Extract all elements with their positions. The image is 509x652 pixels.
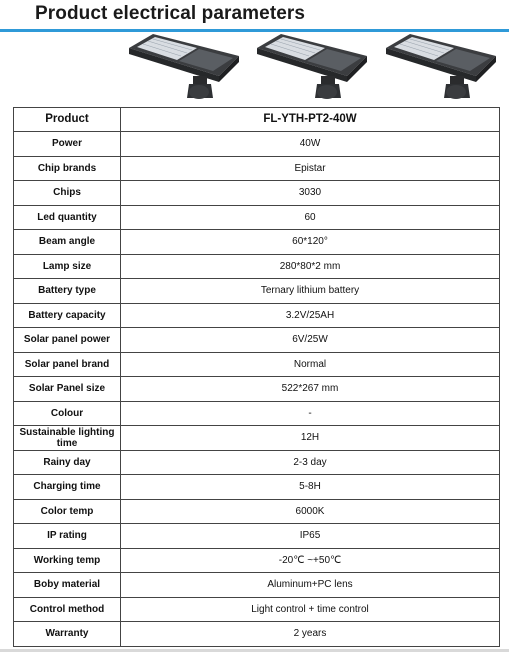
spec-value: 12H [121,426,500,451]
table-row [14,450,500,475]
table-row [14,622,500,647]
spec-label: Charging time [14,475,121,500]
spec-label: Solar Panel size [14,377,121,402]
spec-label: Power [14,132,121,157]
spec-value: 5-8H [121,475,500,500]
table-row [14,377,500,402]
table-row [14,524,500,549]
table-row [14,230,500,255]
spec-label: Battery capacity [14,303,121,328]
spec-label: Lamp size [14,254,121,279]
spec-value: Normal [121,352,500,377]
spec-value: 3030 [121,181,500,206]
spec-value: 6000K [121,499,500,524]
spec-table [13,107,500,647]
spec-value: Ternary lithium battery [121,279,500,304]
product-image-row [0,32,509,106]
table-row [14,181,500,206]
table-row [14,156,500,181]
spec-value: 6V/25W [121,328,500,353]
spec-value: Aluminum+PC lens [121,573,500,598]
spec-label: Battery type [14,279,121,304]
table-row [14,328,500,353]
spec-label: Working temp [14,548,121,573]
spec-value: Epistar [121,156,500,181]
spec-label: Rainy day [14,450,121,475]
spec-label: Color temp [14,499,121,524]
spec-value: 2 years [121,622,500,647]
street-light-icon [372,32,502,106]
spec-label: Boby material [14,573,121,598]
table-row [14,205,500,230]
spec-label: Colour [14,401,121,426]
spec-value: - [121,401,500,426]
table-row [14,401,500,426]
table-row [14,426,500,451]
table-row [14,132,500,157]
spec-value: 280*80*2 mm [121,254,500,279]
spec-value: Light control + time control [121,597,500,622]
spec-label: Solar panel power [14,328,121,353]
header-label: Product [14,108,121,132]
spec-label: Warranty [14,622,121,647]
table-row [14,279,500,304]
spec-value: 522*267 mm [121,377,500,402]
spec-label: IP rating [14,524,121,549]
table-row [14,475,500,500]
table-row [14,573,500,598]
spec-label: Control method [14,597,121,622]
table-row [14,352,500,377]
spec-label: Chip brands [14,156,121,181]
spec-value: 60*120° [121,230,500,255]
table-header-row [14,108,500,132]
table-row [14,254,500,279]
spec-value: 3.2V/25AH [121,303,500,328]
table-row [14,597,500,622]
spec-label: Led quantity [14,205,121,230]
header-model: FL-YTH-PT2-40W [121,108,500,132]
spec-value: 2-3 day [121,450,500,475]
spec-label: Solar panel brand [14,352,121,377]
table-row [14,548,500,573]
spec-value: IP65 [121,524,500,549]
street-light-icon [243,32,373,106]
page-title: Product electrical parameters [35,3,306,24]
spec-label: Beam angle [14,230,121,255]
spec-value: 60 [121,205,500,230]
spec-label: Sustainable lighting time [14,426,121,451]
street-light-icon [115,32,245,106]
spec-value: 40W [121,132,500,157]
spec-label: Chips [14,181,121,206]
spec-value: -20℃ ~+50℃ [121,548,500,573]
table-row [14,499,500,524]
table-row [14,303,500,328]
